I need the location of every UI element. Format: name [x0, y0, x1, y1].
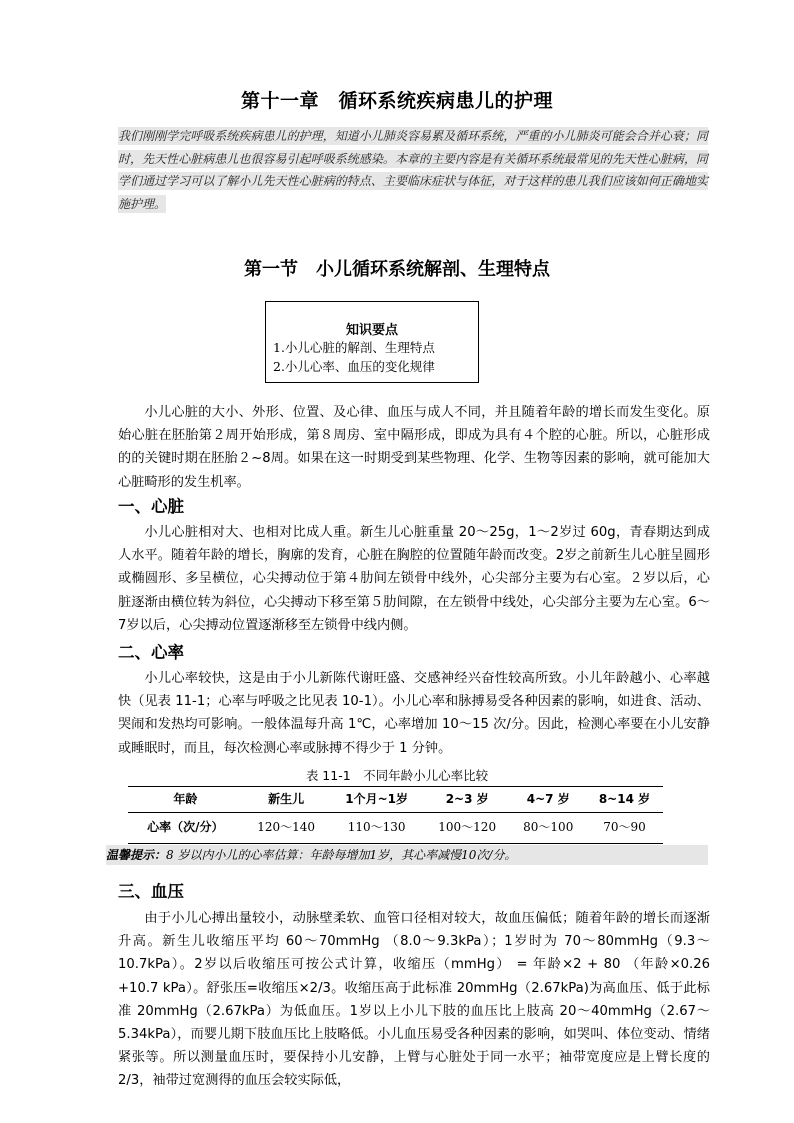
table-header-row: [128, 787, 663, 813]
knowledge-box-title: 知识要点: [345, 323, 398, 338]
intro-paragraph: 小儿心脏的大小、外形、位置、及心律、血压与成人不同，并且随着年龄的增长而发生变化。原始心脏在胚胎第２周开始形成，第８周房、室中隔形成，即成为具有４个腔的心脏。所以，心脏形成的的关键时期在胚胎２~8周。如果在这一时期受到某些物理、化学、生物等因素的影响，就可能加大心脏畸形的发生机率。: [118, 405, 710, 490]
table-header-cell: 年龄: [128, 787, 243, 813]
table-cell: 110～130: [330, 813, 424, 844]
heart-rate-paragraph: 小儿心率较快，这是由于小儿新陈代谢旺盛、交感神经兴奋性较高所致。小儿年龄越小、心率越快（见表 11-1；心率与呼吸之比见表 10-1）。小儿心率和脉搏易受各种因素的影响，如进食、活动、哭闹和发热均可影响。一般体温每升高 1℃，心率增加 10～15 次/分。因此，检测心率要在小儿安静或睡眠时，而且，每次检测心率或脉搏不得少于 1 分钟。: [118, 671, 710, 756]
table-header-cell: 1个月~1岁: [330, 787, 424, 813]
heading-heart: 一、心脏: [118, 497, 184, 516]
blood-pressure-paragraph: 由于小儿心搏出量较小，动脉壁柔软、血管口径相对较大，故血压偏低；随着年龄的增长而逐渐升高。新生儿收缩压平均 60～70mmHg （8.0～9.3kPa）；1岁时为 70～80mmHg（9.3～10.7kPa）。2岁以后收缩压可按公式计算，收缩压（mmHg） = 年龄×2 + 80 （年龄×0.26 +10.7 kPa）。舒张压=收缩压×2/3。收缩压高于此标准 20mmHg（2.67kPa)为高血压、低于此标准 20mmHg（2.67kPa）为低血压。1岁以上小儿下肢的血压比上肢高 20～40mmHg（2.67～5.34kPa），而婴儿期下肢血压比上肢略低。小儿血压易受各种因素的影响，如哭叫、体位变动、情绪紧张等。所以测量血压时，要保持小儿安静，上臂与心脏处于同一水平；袖带宽度应是上臂长度的 2/3，袖带过宽测得的血压会较实际低，: [118, 911, 710, 1089]
knowledge-item: 1.小儿心脏的解剖、生理特点: [273, 340, 435, 355]
heart-rate-table: [128, 786, 663, 844]
table-header-cell: 新生儿: [243, 787, 330, 813]
table-cell: 100～120: [424, 813, 511, 844]
knowledge-points-box: [265, 301, 479, 383]
chapter-title: 第十一章 循环系统疾病患儿的护理: [240, 90, 553, 112]
heart-paragraph: 小儿心脏相对大、也相对比成人重。新生儿心脏重量 20～25g，1～2岁过 60g，青春期达到成人水平。随着年龄的增长，胸廓的发育，心脏在胸腔的位置随年龄而改变。2岁之前新生儿心脏呈圆形或椭圆形、多呈横位，心尖搏动位于第４肋间左锁骨中线外，心尖部分主要为右心室。２岁以后，心脏逐渐由横位转为斜位，心尖搏动下移至第５肋间隙，在左锁骨中线处，心尖部分主要为左心室。6～7岁以后，心尖搏动位置逐渐移至左锁骨中线内侧。: [118, 525, 710, 633]
heading-blood-pressure: 三、血压: [118, 882, 184, 901]
table-cell: 80～100: [511, 813, 586, 844]
tip-box: [106, 845, 708, 865]
table-cell: 120～140: [243, 813, 330, 844]
table-row-label: 心率（次/分）: [128, 813, 243, 844]
knowledge-item: 2.小儿心率、血压的变化规律: [273, 359, 435, 374]
table-cell: 70～90: [586, 813, 663, 844]
tip-text: 8 岁以内小儿的心率估算：年龄每增加1岁，其心率减慢10次/分。: [166, 848, 517, 862]
section-title: 第一节 小儿循环系统解剖、生理特点: [244, 259, 550, 280]
table-header-cell: 2~3 岁: [424, 787, 511, 813]
table-header-cell: 4~7 岁: [511, 787, 586, 813]
heading-heart-rate: 二、心率: [118, 643, 184, 662]
chapter-intro: [118, 125, 708, 215]
tip-label: 温馨提示：: [106, 848, 167, 862]
table-caption: 表 11-1 不同年龄小儿心率比较: [305, 768, 489, 783]
table-header-cell: 8~14 岁: [586, 787, 663, 813]
table-row: [128, 813, 663, 844]
intro-text: 我们刚刚学完呼吸系统疾病患儿的护理，知道小儿肺炎容易累及循环系统，严重的小儿肺炎可能会合并心衰；同时，先天性心脏病患儿也很容易引起呼吸系统感染。本章的主要内容是有关循环系统最常见的先天性心脏病，同学们通过学习可以了解小儿先天性心脏病的特点、主要临床症状与体征，对于这样的患儿我们应该如何正确地实施护理。: [118, 129, 708, 211]
